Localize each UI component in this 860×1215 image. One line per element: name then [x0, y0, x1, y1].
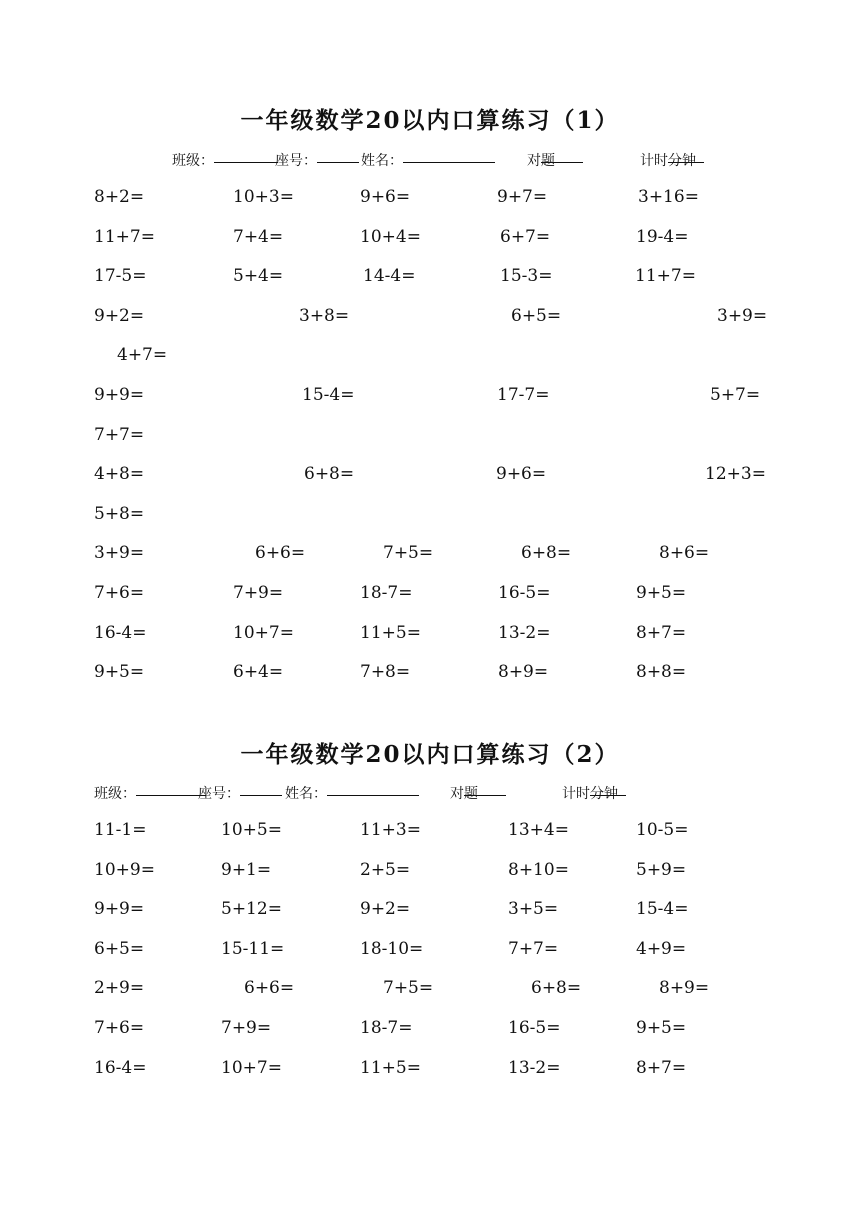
- problem-item: 16-5=: [508, 1018, 561, 1038]
- problem-item: 10+4=: [360, 226, 421, 247]
- sheet1-title: 一年级数学20以内口算练习（1）: [240, 107, 620, 134]
- problem-item: 9+6=: [496, 464, 547, 485]
- problem-item: 5+12=: [221, 899, 282, 920]
- problem-item: 10+7=: [233, 622, 294, 643]
- problem-item: 6+8=: [531, 978, 582, 999]
- class-blank[interactable]: [214, 150, 278, 163]
- problem-item: 12+3=: [705, 464, 766, 485]
- problem-item: 4+7=: [117, 345, 168, 366]
- problem-item: 10-5=: [636, 820, 689, 840]
- problem-item: 18-7=: [360, 583, 413, 603]
- problem-item: 4+8=: [94, 464, 145, 485]
- problem-item: 7+9=: [233, 583, 284, 603]
- name-blank[interactable]: [327, 783, 419, 796]
- problem-item: 9+9=: [94, 899, 145, 920]
- class-field: 班级：: [172, 150, 214, 170]
- problem-item: 7+5=: [383, 978, 434, 999]
- sheet1-info-line: [0, 150, 860, 170]
- problem-item: 7+9=: [221, 1018, 272, 1038]
- problem-item: 7+4=: [233, 226, 284, 247]
- problem-item: 8+7=: [636, 1057, 687, 1078]
- problem-item: 19-4=: [636, 226, 689, 247]
- problem-item: 8+2=: [94, 187, 145, 207]
- problem-item: 9+6=: [360, 187, 411, 207]
- problem-item: 11+5=: [360, 1057, 421, 1078]
- class-blank[interactable]: [136, 783, 206, 796]
- problem-item: 9+1=: [221, 859, 272, 880]
- problem-item: 11-1=: [94, 820, 147, 840]
- problem-item: 8+9=: [498, 662, 549, 683]
- time-blank[interactable]: [668, 150, 704, 163]
- problem-item: 6+5=: [511, 305, 562, 326]
- problem-item: 3+8=: [299, 305, 350, 326]
- correct-field: 对 题: [527, 150, 555, 170]
- problem-item: 14-4=: [363, 266, 416, 287]
- correct-blank[interactable]: [464, 783, 506, 796]
- problem-item: 5+9=: [636, 859, 687, 880]
- problem-item: 18-7=: [360, 1018, 413, 1038]
- problem-item: 7+6=: [94, 1018, 145, 1038]
- problem-item: 15-11=: [221, 938, 285, 959]
- problem-item: 7+5=: [383, 543, 434, 564]
- problem-item: 11+3=: [360, 820, 421, 840]
- sheet2-title: 一年级数学20以内口算练习（2）: [240, 741, 620, 768]
- problem-item: 9+2=: [94, 305, 145, 326]
- problem-item: 11+7=: [94, 226, 155, 247]
- problem-item: 10+9=: [94, 859, 155, 880]
- seat-field: 座号：: [275, 150, 317, 170]
- sheet2-info-line: [0, 783, 860, 803]
- problem-item: 9+5=: [636, 1018, 687, 1038]
- problem-item: 9+2=: [360, 899, 411, 920]
- correct-field: 对 题: [450, 783, 478, 803]
- problem-item: 3+9=: [717, 305, 768, 326]
- problem-item: 7+7=: [94, 424, 145, 445]
- problem-item: 6+6=: [255, 543, 306, 564]
- problem-item: 9+9=: [94, 385, 145, 405]
- problem-item: 8+10=: [508, 859, 569, 880]
- problem-item: 10+7=: [221, 1057, 282, 1078]
- problem-item: 6+8=: [521, 543, 572, 564]
- problem-item: 6+5=: [94, 938, 145, 959]
- problem-item: 11+5=: [360, 622, 421, 643]
- problem-item: 18-10=: [360, 938, 424, 959]
- problem-item: 15-3=: [500, 266, 553, 287]
- problem-item: 3+16=: [638, 187, 699, 207]
- problem-item: 3+5=: [508, 899, 559, 920]
- problem-item: 9+5=: [636, 583, 687, 603]
- problem-item: 3+9=: [94, 543, 145, 564]
- problem-item: 10+3=: [233, 187, 294, 207]
- problem-item: 16-4=: [94, 1057, 147, 1078]
- problem-item: 8+7=: [636, 622, 687, 643]
- time-field: 计时 分钟: [562, 783, 618, 803]
- problem-item: 6+4=: [233, 662, 284, 683]
- seat-field: 座号：: [198, 783, 240, 803]
- problem-item: 13-2=: [508, 1057, 561, 1078]
- problem-item: 15-4=: [302, 385, 355, 405]
- time-blank[interactable]: [590, 783, 626, 796]
- problem-item: 5+4=: [233, 266, 284, 287]
- problem-item: 16-5=: [498, 583, 551, 603]
- problem-item: 17-5=: [94, 266, 147, 287]
- name-field: 姓名：: [361, 150, 403, 170]
- problem-item: 17-7=: [497, 385, 550, 405]
- problem-item: 13-2=: [498, 622, 551, 643]
- problem-item: 6+7=: [500, 226, 551, 247]
- problem-item: 2+9=: [94, 978, 145, 999]
- problem-item: 9+7=: [497, 187, 548, 207]
- problem-item: 11+7=: [635, 266, 696, 287]
- problem-item: 2+5=: [360, 859, 411, 880]
- seat-blank[interactable]: [240, 783, 282, 796]
- problem-item: 5+8=: [94, 503, 145, 524]
- problem-item: 7+8=: [360, 662, 411, 683]
- problem-item: 7+7=: [508, 938, 559, 959]
- problem-item: 10+5=: [221, 820, 282, 840]
- problem-item: 8+6=: [659, 543, 710, 564]
- class-field: 班级：: [94, 783, 136, 803]
- problem-item: 15-4=: [636, 899, 689, 920]
- time-field: 计时 分钟: [640, 150, 696, 170]
- problem-item: 8+9=: [659, 978, 710, 999]
- problem-item: 8+8=: [636, 662, 687, 683]
- seat-blank[interactable]: [317, 150, 359, 163]
- problem-item: 4+9=: [636, 938, 687, 959]
- problem-item: 6+6=: [244, 978, 295, 999]
- problem-item: 16-4=: [94, 622, 147, 643]
- problem-item: 13+4=: [508, 820, 569, 840]
- name-blank[interactable]: [403, 150, 495, 163]
- name-field: 姓名：: [285, 783, 327, 803]
- problem-item: 7+6=: [94, 583, 145, 603]
- problem-item: 6+8=: [304, 464, 355, 485]
- correct-blank[interactable]: [541, 150, 583, 163]
- problem-item: 5+7=: [710, 385, 761, 405]
- problem-item: 9+5=: [94, 662, 145, 683]
